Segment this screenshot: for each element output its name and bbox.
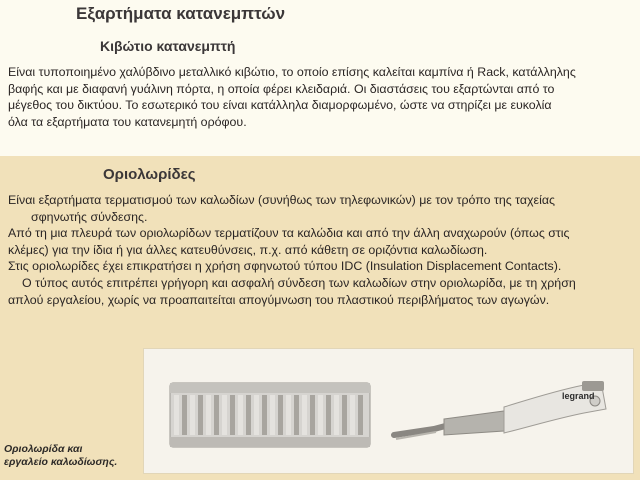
text-line: όλα τα εξαρτήματα του κατανεμητή ορόφου. — [8, 114, 247, 129]
strip-contact — [254, 395, 259, 435]
section-heading-terminal-strips: Οριολωρίδες — [103, 166, 196, 183]
strip-contact — [214, 395, 219, 435]
section-heading-distributor-box: Κιβώτιο κατανεμπτή — [100, 38, 236, 54]
strip-contact — [278, 395, 283, 435]
caption-line: Οριολωρίδα και — [4, 443, 83, 455]
figure-terminal-strip-and-tool — [143, 348, 634, 474]
page-title: Εξαρτήματα κατανεμπτών — [76, 4, 286, 23]
strip-contact — [318, 395, 323, 435]
figure-illustration — [144, 349, 633, 473]
text-line: απλού εργαλείου, χωρίς να προαπαιτείται απογύμνωση του πλαστικού περιβλήματος των αγωγών. — [8, 292, 550, 307]
text-line: Ο τύπος αυτός επιτρέπει γρήγορη και ασφαλή σύνδεση των καλωδίων στην οριολωρίδα, με τη χρήση — [22, 275, 576, 290]
text-line: Στις οριολωρίδες έχει επικρατήσει η χρήση σφηνωτού τύπου IDC (Insulation Displacement Contacts). — [8, 259, 562, 274]
terminal-strip-image — [170, 383, 370, 447]
strip-contact — [190, 395, 195, 435]
paragraph-terminal-strips — [8, 192, 634, 308]
strip-contact — [342, 395, 347, 435]
figure-caption — [4, 443, 136, 469]
strip-contact — [302, 395, 307, 435]
text-line: βαφής και με διαφανή γυάλινη πόρτα, η οποία φέρει κλειδαριά. Οι διαστάσεις του εξαρτώνται από το — [8, 81, 555, 96]
strip-contact — [262, 395, 267, 435]
tool-brand-logo: legrand — [562, 391, 595, 401]
strip-contact — [270, 395, 275, 435]
strip-contact — [286, 395, 291, 435]
text-line: σφηνωτής σύνδεσης. — [31, 209, 148, 224]
strip-contact — [206, 395, 211, 435]
strip-contact — [310, 395, 315, 435]
strip-contact — [358, 395, 363, 435]
caption-line: εργαλείο καλωδίωσης. — [4, 456, 118, 468]
cable-image — [394, 425, 449, 435]
text-line: Είναι εξαρτήματα τερματισμού των καλωδίων (συνήθως των τηλεφωνικών) με τον τρόπο της ταχείας — [8, 193, 555, 207]
paragraph-distributor-box — [8, 64, 634, 130]
strip-contact — [350, 395, 355, 435]
text-line: Από τη μια πλευρά των οριολωρίδων τερματίζουν τα καλώδια και από την άλλη αναχωρούν (όπως στις — [8, 226, 570, 241]
text-line: Είναι τυποποιημένο χαλύβδινο μεταλλικό κιβώτιο, το οποίο επίσης καλείται καμπίνα ή Rack, κατάλληλης — [8, 65, 576, 79]
strip-contact — [230, 395, 235, 435]
text-line: μέγεθος του δικτύου. Το εσωτερικό του είναι κατάλληλα διαμορφωμένο, ώστε να στηρίζει με ευκολία — [8, 98, 552, 113]
punch-down-tool-image — [444, 381, 606, 435]
strip-contact — [334, 395, 339, 435]
strip-contact — [294, 395, 299, 435]
strip-contact — [238, 395, 243, 435]
text-line: κλέμες) για την ίδια ή για άλλες κατευθύνσεις, π.χ. από κάθετη σε οριζόντια καλωδίωση. — [8, 242, 488, 257]
strip-contact — [246, 395, 251, 435]
strip-contact — [326, 395, 331, 435]
strip-contact — [198, 395, 203, 435]
strip-contact — [174, 395, 179, 435]
strip-contact — [182, 395, 187, 435]
strip-contact — [222, 395, 227, 435]
